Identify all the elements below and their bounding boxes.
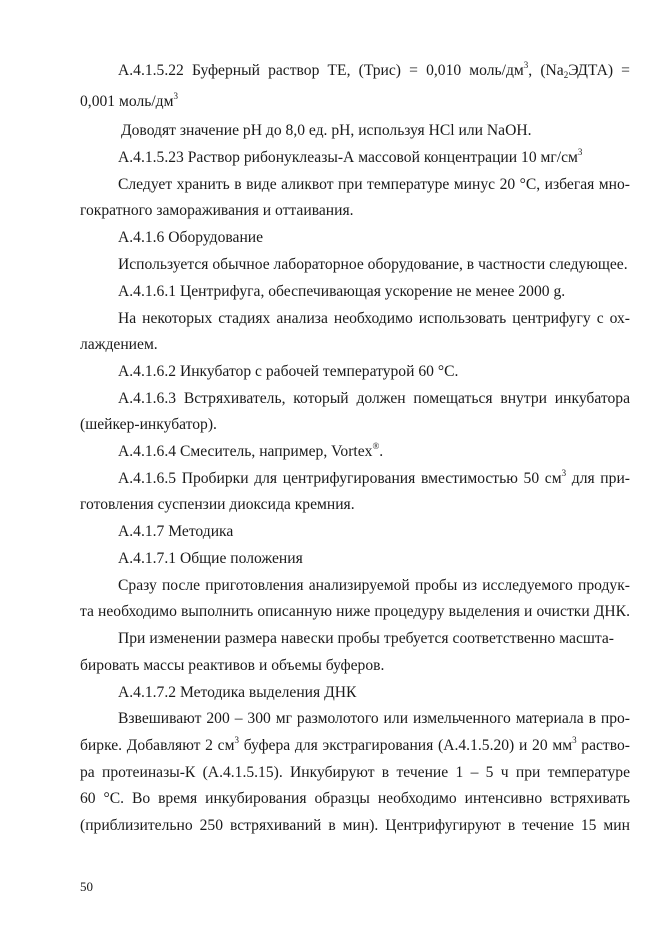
text-line: Взвешивают 200 – 300 мг размолотого или измельченного материала в про-: [118, 710, 630, 727]
text-line: А.4.1.6.3 Встряхиватель, который должен помещаться внутри инкубатора: [118, 390, 630, 407]
page-number: 50: [80, 879, 93, 894]
text-line: На некоторых стадиях анализа необходимо использовать центрифугу с ох-: [118, 310, 630, 327]
text-line: бировать массы реактивов и объемы буферов.: [80, 657, 385, 674]
text-line: А.4.1.5.22 Буферный раствор ТЕ, (Трис) = 0,010 моль/$дм^3$, $(Na_2ЭДТА)$ =: [118, 60, 630, 80]
text-line: А.4.1.6.5 Пробирки для центрифугирования вместимостью 50 $см^3$ для при-: [118, 468, 630, 487]
section-heading: А.4.1.6 Оборудование: [118, 229, 264, 246]
text-line: гократного замораживания и оттаивания.: [80, 202, 354, 219]
text-line: (шейкер-инкубатор).: [80, 416, 217, 433]
text-line: А.4.1.6.1 Центрифуга, обеспечивающая ускорение не менее 2000 g.: [118, 283, 566, 300]
text-line: 0,001 моль/$дм^3$: [80, 91, 178, 110]
text-line: А.4.1.6.4 Смеситель, например, Vortex®.: [118, 441, 384, 460]
text-line: лаждением.: [80, 336, 158, 353]
text-line: Доводят значение pH до 8,0 ед. pH, используя HCl или NaOH.: [121, 122, 532, 139]
text-line: Сразу после приготовления анализируемой пробы из исследуемого продук-: [118, 577, 630, 594]
text-line: та необходимо выполнить описанную ниже процедуру выделения и очистки ДНК.: [80, 603, 630, 620]
text-line: 60 °С. Во время инкубирования образцы необходимо интенсивно встряхивать: [80, 790, 630, 807]
text-line: бирке. Добавляют 2 $см^3$ буфера для экстрагирования (А.4.1.5.20) и 20 $мм^3$ раство-: [80, 735, 630, 754]
text-line: Используется обычное лабораторное оборудование, в частности следующее.: [118, 256, 628, 273]
text-line: При изменении размера навески пробы требуется соответственно масшта-: [118, 630, 614, 647]
section-heading: А.4.1.7 Методика: [118, 523, 234, 540]
text-line: готовления суспензии диоксида кремния.: [80, 496, 355, 513]
text-line: А.4.1.6.2 Инкубатор с рабочей температурой 60 °С.: [118, 363, 459, 380]
text-line: А.4.1.5.23 Раствор рибонуклеазы-А массовой концентрации 10 $мг/см^3$: [118, 147, 583, 166]
text-line: (приблизительно 250 встряхиваний в мин). Центрифугируют в течение 15 мин: [80, 817, 630, 834]
section-heading: А.4.1.7.2 Методика выделения ДНК: [118, 684, 357, 701]
text-line: Следует хранить в виде аликвот при температуре минус 20 °С, избегая мно-: [118, 176, 630, 193]
text-line: ра протеиназы-К (А.4.1.5.15). Инкубируют в течение 1 – 5 ч при температуре: [80, 764, 630, 781]
section-heading: А.4.1.7.1 Общие положения: [118, 550, 303, 567]
